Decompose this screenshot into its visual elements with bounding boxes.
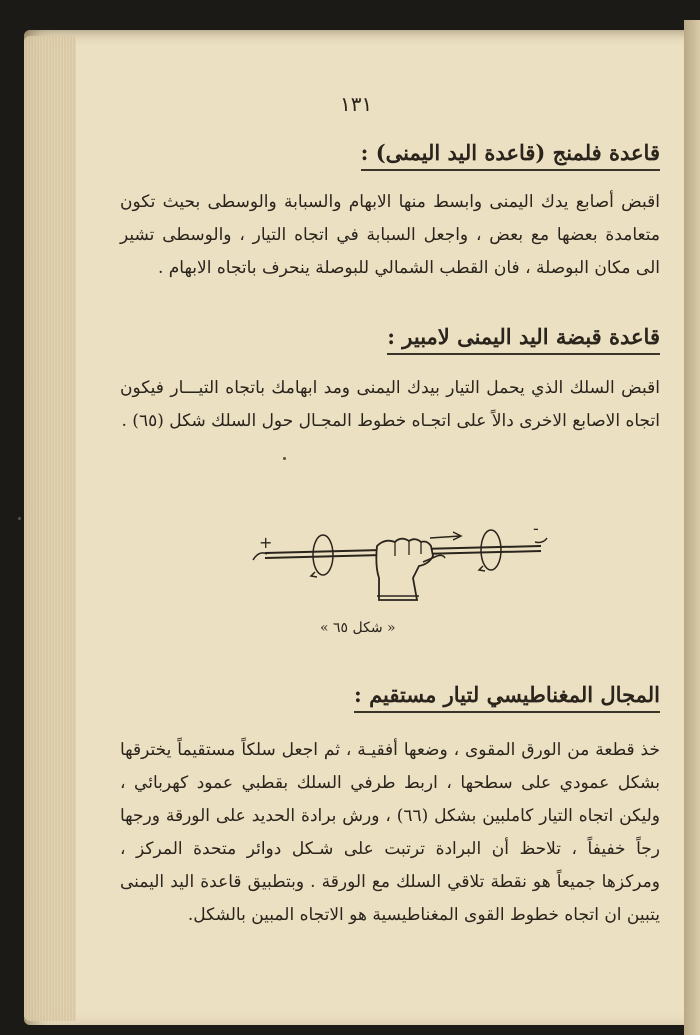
figure-hand-grip-wire	[245, 520, 565, 610]
hand-fist	[376, 539, 433, 600]
terminal-left	[253, 553, 267, 560]
field-arrow	[479, 566, 485, 571]
field-arrow	[311, 572, 317, 577]
section-paragraph: خذ قطعة من الورق المقوى ، وضعها أفقيـة ، ثم اجعل سلكاً مستقيماً يخترقها بشكل عمودي على سطحها ، اربط طرفي السلك بقطبي عمود كهربائي ، وليكن اتجاه التيار كاملبين بشكل (٦٦) ، ورش برادة الحديد على الورقة ورجها رجاً خفيفاً ، تلاحظ أن البرادة ترتبت على شـكل دوائر متحدة المركز ، ومركزها جميعاً هو نقطة تلاقي السلك مع الورقة . وبتطبيق قاعدة اليد اليمنى يتبين ان اتجاه خطوط القوى المغناطيسية هو الاتجاه المبين بالشكل.	[120, 740, 660, 925]
current-arrow	[430, 536, 460, 538]
section-paragraph: اقبض أصابع يدك اليمنى وابسط منها الابهام والسبابة والوسطى بحيث تكون متعامدة بعضها مع بعض ، واجعل السبابة في اتجاه التيار ، والوسطى تشير الى مكان البوصلة ، فان القطب الشمالي للبوصلة ينحرف باتجاه الابهام .	[120, 192, 660, 278]
figure-caption: « شكل ٦٥ »	[320, 620, 396, 636]
section-paragraph: اقبض السلك الذي يحمل التيار بيدك اليمنى ومد ابهامك باتجاه التيـــار فيكون اتجاه الاصابع الاخرى دالاً على اتجـاه خطوط المجـال حول السلك شكل (٦٥) .	[120, 378, 660, 431]
facing-page-edge	[684, 20, 700, 1035]
plus-label: +	[259, 533, 273, 552]
page-edges	[24, 36, 76, 1021]
ink-speck	[283, 457, 286, 460]
section-straight-current	[120, 682, 660, 713]
section-ampere	[120, 324, 660, 355]
section-heading: المجال المغناطيسي لتيار مستقيم :	[354, 682, 660, 713]
minus-label: -	[533, 520, 539, 538]
section-heading: قاعدة قبضة اليد اليمنى لامبير :	[387, 324, 660, 355]
section-heading: قاعدة فلمنج (قاعدة اليد اليمنى) :	[361, 140, 660, 171]
field-line-loop	[313, 535, 333, 575]
page-number: ١٣١	[340, 92, 373, 116]
section-fleming	[120, 140, 660, 171]
ink-speck	[18, 517, 21, 520]
field-line-loop	[481, 530, 501, 570]
terminal-right	[535, 538, 547, 543]
